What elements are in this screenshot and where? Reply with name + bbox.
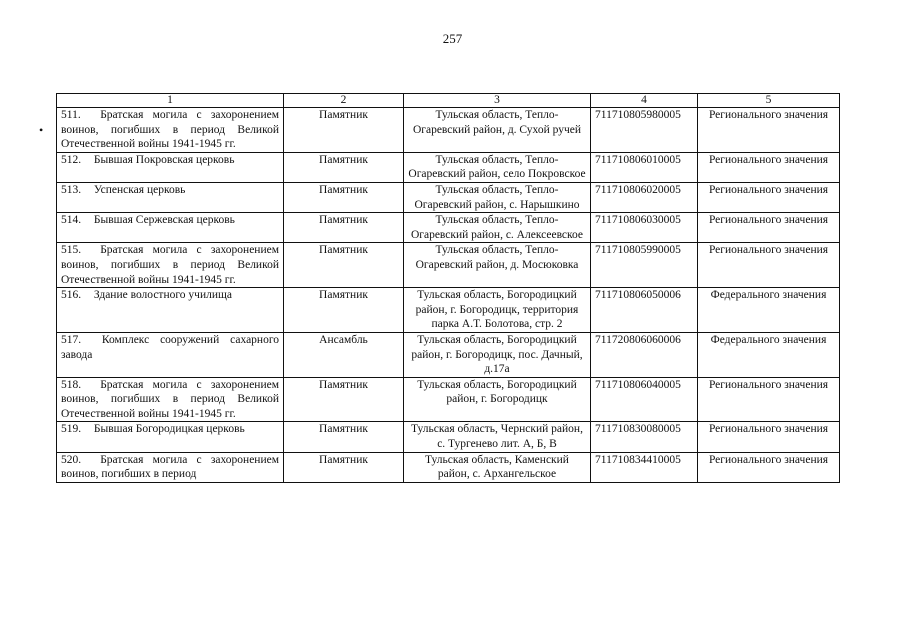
protection-category: Федерального значения <box>698 332 840 377</box>
object-type: Памятник <box>284 108 404 153</box>
table-row <box>57 377 840 422</box>
protection-category: Регионального значения <box>698 243 840 288</box>
object-name-cell <box>57 332 284 377</box>
column-header: 2 <box>284 94 404 108</box>
registry-code: 711710805980005 <box>591 108 698 153</box>
registry-code: 711710806030005 <box>591 213 698 243</box>
column-header: 4 <box>591 94 698 108</box>
object-name-cell <box>57 182 284 212</box>
row-number: 519. <box>61 423 82 436</box>
registry-code: 711710806020005 <box>591 182 698 212</box>
registry-code: 711720806060006 <box>591 332 698 377</box>
object-name-cell <box>57 108 284 153</box>
object-name: Братская могила с захоронением воинов, погибших в период Великой Отечественной войны 1941-1945 гг. <box>61 378 279 420</box>
row-number: 514. <box>61 214 82 227</box>
object-name: Братская могила с захоронением воинов, погибших в период <box>61 453 279 481</box>
row-number: 516. <box>61 289 82 302</box>
object-type: Памятник <box>284 377 404 422</box>
row-number: 512. <box>61 153 82 166</box>
object-address: Тульская область, Тепло-Огаревский район, с. Нарышкино <box>404 182 591 212</box>
row-number: 515. <box>61 244 82 257</box>
object-name: Успенская церковь <box>93 183 186 196</box>
object-address: Тульская область, Богородицкий район, г. Богородицк, территория парка А.Т. Болотова, стр. 2 <box>404 288 591 333</box>
table-row <box>57 182 840 212</box>
registry-code: 711710830080005 <box>591 422 698 452</box>
table-row <box>57 422 840 452</box>
object-name-cell <box>57 152 284 182</box>
protection-category: Регионального значения <box>698 182 840 212</box>
object-address: Тульская область, Тепло-Огаревский район, д. Сухой ручей <box>404 108 591 153</box>
protection-category: Регионального значения <box>698 377 840 422</box>
object-type: Памятник <box>284 452 404 482</box>
object-name-cell <box>57 452 284 482</box>
protection-category: Регионального значения <box>698 152 840 182</box>
protection-category: Регионального значения <box>698 452 840 482</box>
object-name: Братская могила с захоронением воинов, погибших в период Великой Отечественной войны 1941-1945 гг. <box>61 109 279 151</box>
object-name-cell <box>57 243 284 288</box>
protection-category: Регионального значения <box>698 422 840 452</box>
object-name: Бывшая Покровская церковь <box>93 153 235 166</box>
table-row <box>57 332 840 377</box>
object-name: Здание волостного училища <box>93 289 232 302</box>
object-name-cell <box>57 377 284 422</box>
row-number: 518. <box>61 378 82 391</box>
object-address: Тульская область, Каменский район, с. Архангельское <box>404 452 591 482</box>
object-type: Ансамбль <box>284 332 404 377</box>
object-name-cell <box>57 213 284 243</box>
object-type: Памятник <box>284 213 404 243</box>
table-row <box>57 152 840 182</box>
object-address: Тульская область, Тепло-Огаревский район, д. Мосюковка <box>404 243 591 288</box>
protection-category: Федерального значения <box>698 288 840 333</box>
object-type: Памятник <box>284 288 404 333</box>
object-type: Памятник <box>284 243 404 288</box>
table-row <box>57 243 840 288</box>
page-number: 257 <box>442 31 463 46</box>
protection-category: Регионального значения <box>698 213 840 243</box>
registry-code: 711710834410005 <box>591 452 698 482</box>
object-address: Тульская область, Богородицкий район, г. Богородицк <box>404 377 591 422</box>
row-number: 520. <box>61 453 82 466</box>
object-name: Братская могила с захоронением воинов, погибших в период Великой Отечественной войны 1941-1945 гг. <box>61 244 279 286</box>
column-header: 5 <box>698 94 840 108</box>
heritage-registry-table <box>56 93 840 483</box>
object-name-cell <box>57 288 284 333</box>
registry-code: 711710806040005 <box>591 377 698 422</box>
column-header: 3 <box>404 94 591 108</box>
registry-code: 711710805990005 <box>591 243 698 288</box>
table-row <box>57 213 840 243</box>
registry-code: 711710806010005 <box>591 152 698 182</box>
object-type: Памятник <box>284 152 404 182</box>
column-number-row <box>57 94 840 108</box>
row-number: 517. <box>61 333 82 346</box>
object-address: Тульская область, Тепло-Огаревский район, с. Алексеевское <box>404 213 591 243</box>
margin-mark: • <box>39 123 44 137</box>
object-name: Бывшая Сержевская церковь <box>93 214 235 227</box>
table-row <box>57 452 840 482</box>
object-name: Комплекс сооружений сахарного завода <box>61 333 280 361</box>
row-number: 511. <box>61 109 81 121</box>
object-address: Тульская область, Чернский район, с. Тургенево лит. А, Б, В <box>404 422 591 452</box>
object-address: Тульская область, Тепло-Огаревский район, село Покровское <box>404 152 591 182</box>
row-number: 513. <box>61 183 82 196</box>
protection-category: Регионального значения <box>698 108 840 153</box>
table-row <box>57 288 840 333</box>
registry-code: 711710806050006 <box>591 288 698 333</box>
object-type: Памятник <box>284 182 404 212</box>
column-header: 1 <box>57 94 284 108</box>
object-type: Памятник <box>284 422 404 452</box>
object-name-cell <box>57 422 284 452</box>
object-name: Бывшая Богородицкая церковь <box>93 423 245 436</box>
object-address: Тульская область, Богородицкий район, г. Богородицк, пос. Дачный, д.17а <box>404 332 591 377</box>
table-row <box>57 108 840 153</box>
